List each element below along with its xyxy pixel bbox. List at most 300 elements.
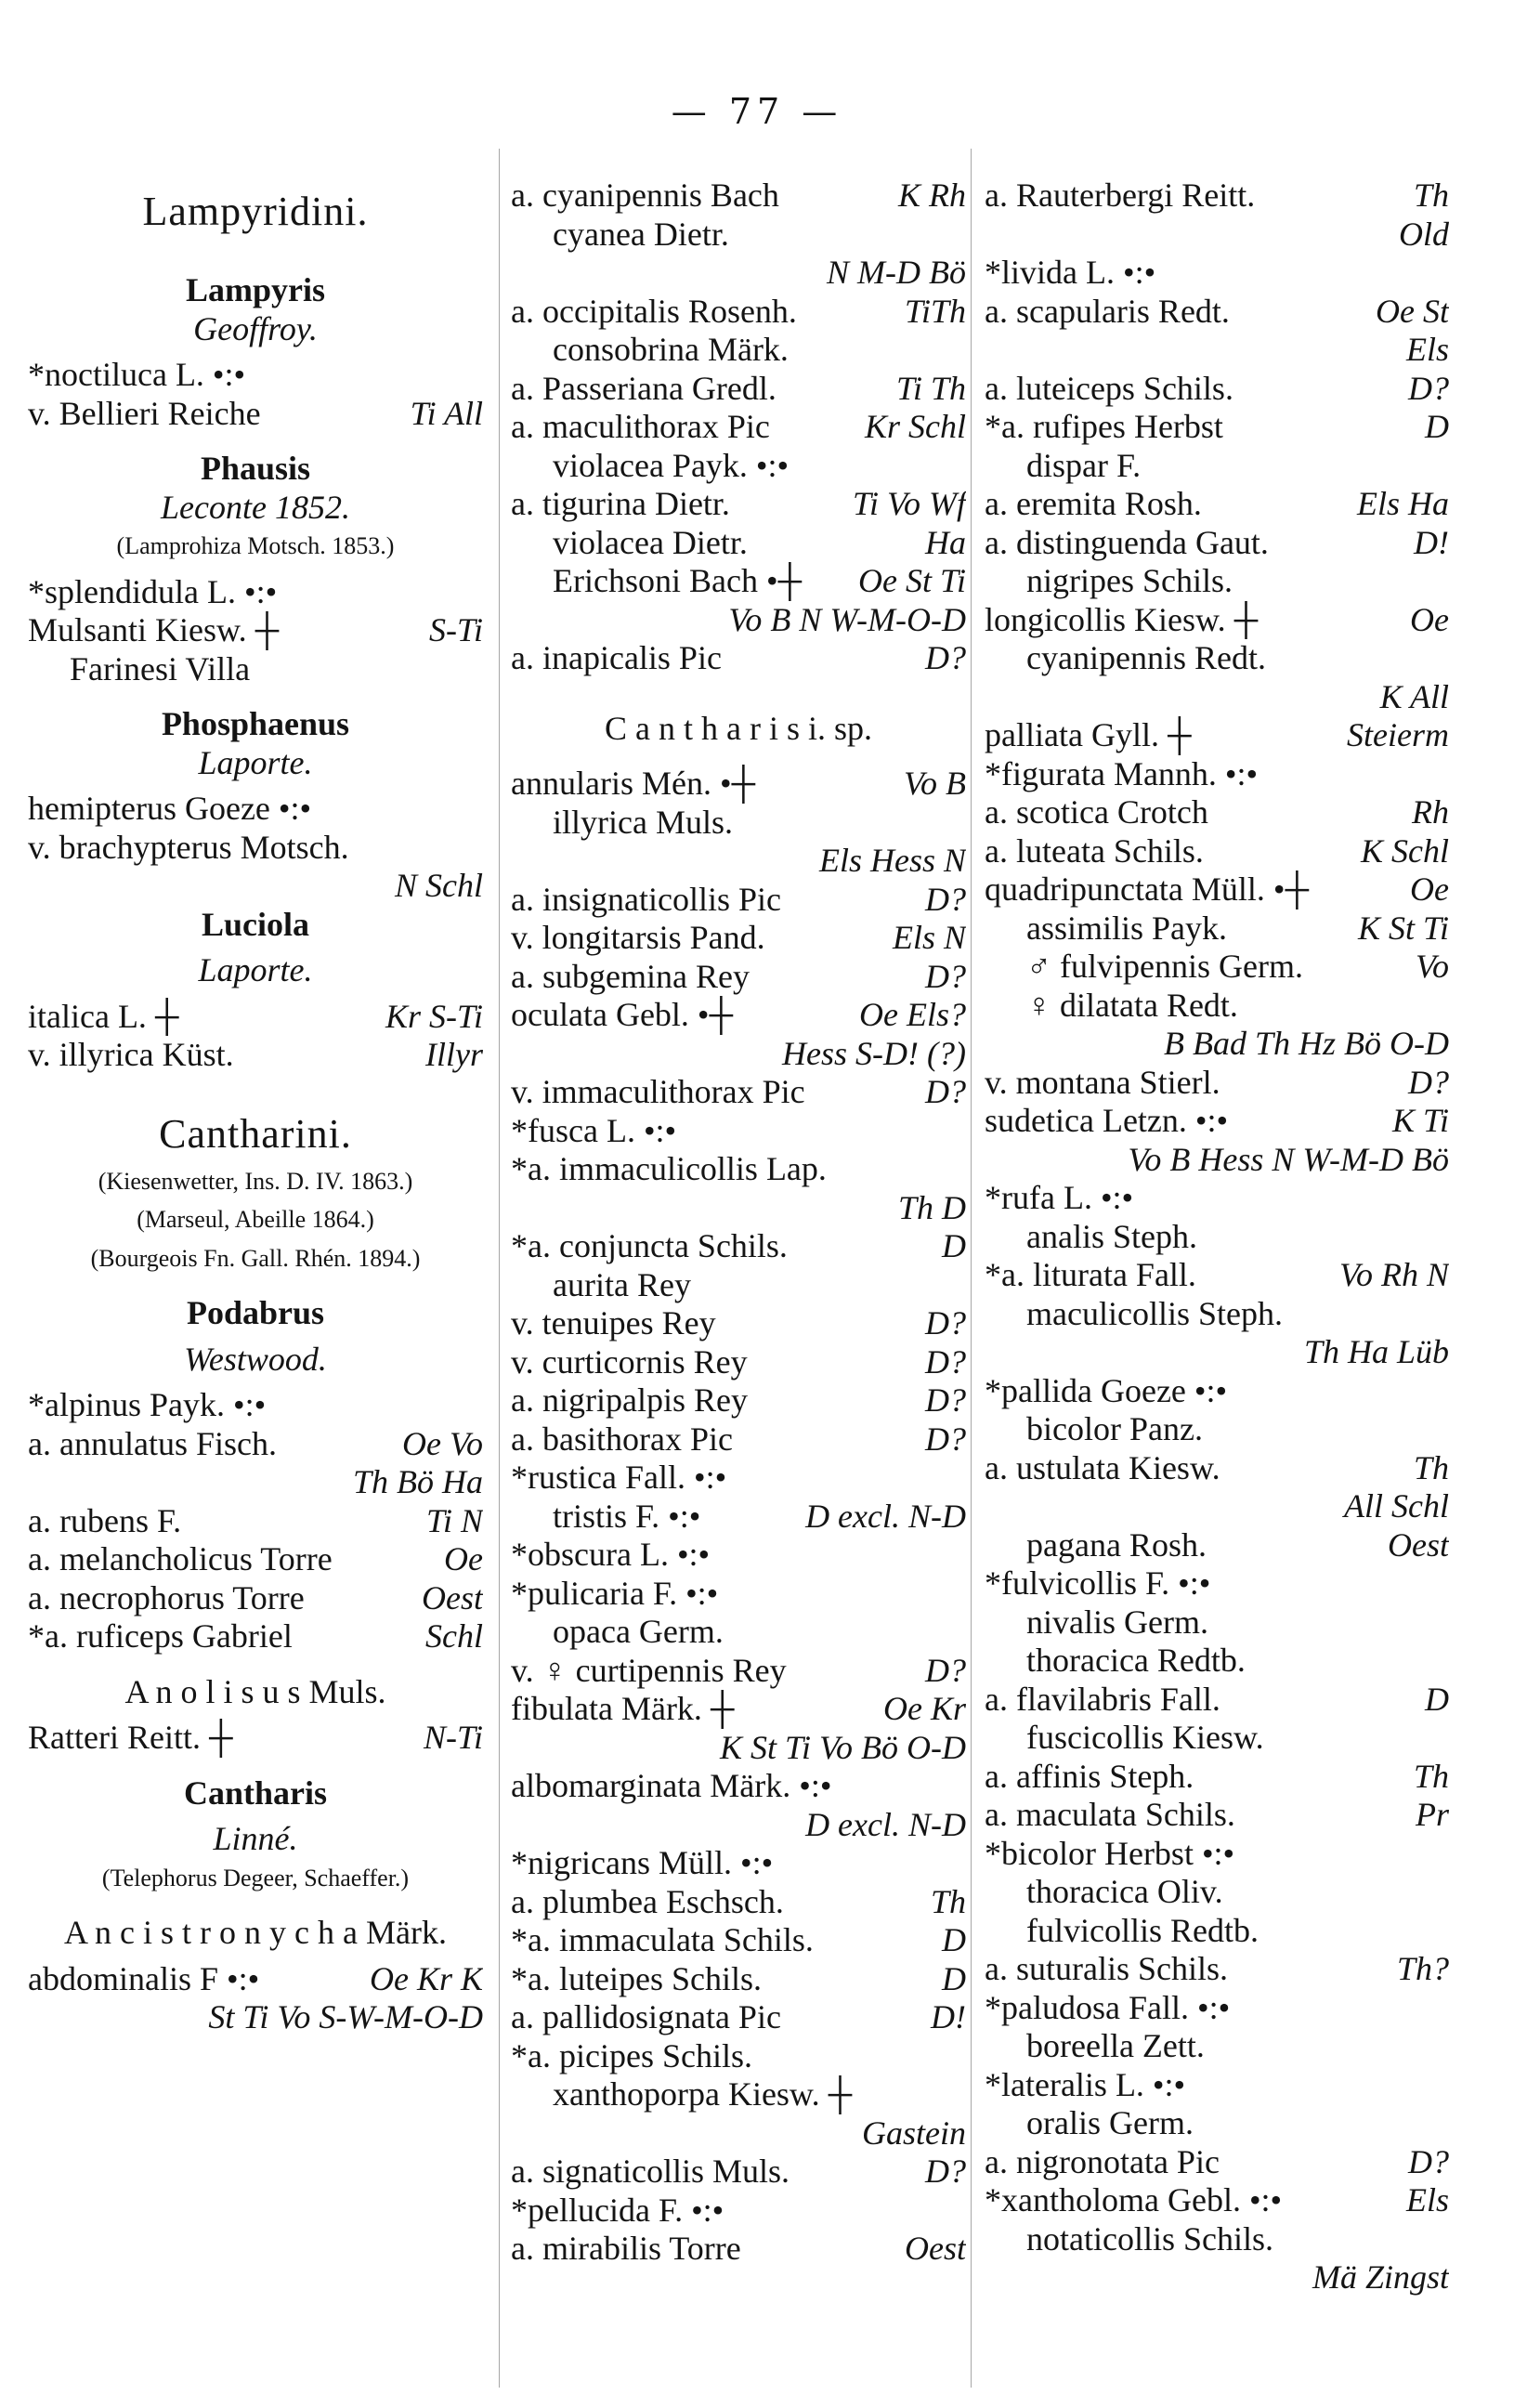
entry-text: violacea Payk. •:• [553,446,790,484]
entry-line [28,184,483,240]
distribution-tag: S-Ti [422,611,483,650]
distribution-tag: Steierm [1339,716,1449,755]
entry-text: A n o l i s u s Muls. [124,1672,386,1710]
distribution-tag: D? [918,1073,966,1112]
entry-line [985,1333,1449,1372]
entry-line [985,1295,1449,1334]
entry-line [511,842,966,881]
distribution-tag: Els N [885,919,966,958]
column-divider [499,149,500,2388]
distribution-tag: D! [923,1998,966,2037]
entry-line [511,1304,966,1343]
entry-line [985,216,1449,255]
distribution-tag: Oe Vo [395,1425,483,1464]
entry-text: Th Ha Lüb [1303,1333,1449,1370]
entry-line [28,271,483,310]
distribution-tag: D [934,1921,966,1960]
entry-line [985,1681,1449,1720]
entry-line [28,1540,483,1579]
entry-line [985,254,1449,293]
distribution-tag: K St Ti [1351,910,1449,949]
entry-text: fuscicollis Kiesw. [1026,1719,1264,1756]
distribution-tag: D? [918,958,966,997]
entry-line [511,524,966,563]
distribution-tag: Th [1406,1758,1449,1797]
distribution-tag: K Ti [1385,1102,1449,1141]
entry-line [28,1106,483,1162]
distribution-tag: D? [918,1652,966,1691]
entry-text: *pallida Goeze •:• [985,1371,1228,1409]
entry-text: a. tigurina Dietr. [511,485,730,522]
entry-line [511,2114,966,2153]
entry-line [28,906,483,945]
entry-text: a. nigronotata Pic [985,2142,1220,2180]
entry-text: a. ustulata Kiesw. [985,1448,1220,1486]
distribution-tag: Th [1406,1449,1449,1488]
entry-text: cyanea Dietr. [553,215,729,253]
entry-line [28,1200,483,1239]
entry-text: a. necrophorus Torre [28,1578,305,1616]
entry-text: fulvicollis Redtb. [1026,1911,1259,1949]
entry-text: v. illyrica Küst. [28,1036,234,1073]
entry-text: Vo B Hess N W-M-D Bö [1128,1140,1449,1178]
entry-line [28,489,483,528]
entry-text: a. inapicalis Pic [511,639,722,676]
distribution-tag: D? [1401,370,1449,409]
distribution-tag: D? [918,639,966,678]
entry-text: N Schl [395,867,483,904]
distribution-tag: D [1417,1681,1449,1720]
entry-line [511,710,966,749]
entry-text: ♂ fulvipennis Germ. [1026,948,1303,985]
distribution-tag: D [1417,408,1449,447]
entry-text: nivalis Germ. [1026,1603,1208,1641]
entry-text: thoracica Redtb. [1026,1642,1246,1679]
column-divider [971,149,972,2388]
entry-line [985,562,1449,601]
entry-line [511,804,966,843]
entry-text: a. cyanipennis Bach [511,177,779,214]
entry-line [28,1719,483,1758]
entry-line [985,408,1449,447]
entry-text: K All [1379,677,1449,715]
entry-text: Leconte 1852. [161,488,350,526]
entry-line [28,1617,483,1656]
entry-line [28,867,483,906]
page-number: — 77 — [671,91,843,132]
entry-text: K St Ti Vo Bö O-D [719,1728,966,1766]
entry-text: *rufa L. •:• [985,1179,1134,1216]
distribution-tag: Rh [1404,793,1449,832]
entry-line [511,1343,966,1382]
entry-line [28,829,483,868]
distribution-tag: D [934,1960,966,1999]
entry-line [511,331,966,370]
entry-line [28,998,483,1037]
entry-text: Farinesi Villa [70,649,251,687]
distribution-tag: Els Ha [1350,485,1449,524]
entry-text: a. flavilabris Fall. [985,1680,1220,1718]
entry-line [511,1844,966,1883]
entry-line [28,1162,483,1201]
entry-line [28,1239,483,1278]
entry-line [511,1806,966,1845]
entry-text: *lateralis L. •:• [985,2065,1186,2103]
distribution-tag: D! [1406,524,1449,563]
entry-line [985,1410,1449,1449]
entry-text: Mulsanti Kiesw. ┼ [28,611,280,648]
distribution-tag: Illyr [418,1036,483,1075]
entry-text: violacea Dietr. [553,523,748,561]
entry-line [985,1102,1449,1141]
entry-text: a. occipitalis Rosenh. [511,292,797,330]
entry-text: nigripes Schils. [1026,562,1233,599]
entry-text: Vo B N W-M-O-D [728,600,966,638]
entry-line [985,2066,1449,2105]
entry-line [511,254,966,293]
entry-text: oralis Germ. [1026,2104,1194,2141]
distribution-tag: Els [1399,2181,1449,2220]
entry-line [511,1960,966,1999]
entry-text: a. plumbea Eschsch. [511,1882,784,1920]
entry-text: Cantharis [183,1773,328,1812]
entry-line [985,1025,1449,1064]
entry-line [985,177,1449,216]
entry-text: a. luteiceps Schils. [985,369,1233,407]
entry-line [511,2192,966,2231]
entry-line [985,870,1449,910]
entry-line [511,1767,966,1806]
distribution-tag: Kr Schl [857,408,966,447]
entry-line [28,1774,483,1813]
entry-text: *figurata Mannh. •:• [985,754,1259,792]
entry-text: Gastein [862,2114,966,2152]
entry-text: Erichsoni Bach •┼ [553,562,803,599]
entry-line [985,485,1449,524]
entry-text: *livida L. •:• [985,254,1156,291]
distribution-tag: D? [918,2153,966,2192]
distribution-tag: TiTh [897,293,966,332]
entry-line [511,1536,966,1575]
entry-line [28,395,483,434]
entry-line [28,1386,483,1425]
entry-line [28,1820,483,1859]
entry-text: albomarginata Märk. •:• [511,1767,832,1804]
entry-text: (Kiesenwetter, Ins. D. IV. 1863.) [98,1167,413,1195]
distribution-tag: Th? [1390,1950,1449,1989]
entry-line [985,832,1449,871]
distribution-tag: D? [918,1304,966,1343]
entry-text: N M-D Bö [827,254,966,291]
entry-line [985,1642,1449,1681]
entry-text: All Schl [1344,1487,1449,1525]
entry-line [985,1873,1449,1912]
entry-line [511,1035,966,1074]
entry-text: fibulata Märk. ┼ [511,1690,735,1727]
entry-text: v. montana Stierl. [985,1063,1220,1101]
entry-text: *a. rufipes Herbst [985,408,1223,445]
entry-text: *fusca L. •:• [511,1111,677,1149]
left-column [28,177,483,2037]
entry-text: a. annulatus Fisch. [28,1424,277,1462]
entry-line [28,1036,483,1075]
entry-text: Westwood. [184,1340,327,1378]
entry-line [985,1719,1449,1758]
entry-text: Els [1405,331,1449,368]
entry-text: opaca Germ. [553,1613,724,1650]
entry-line [511,601,966,640]
distribution-tag: Pr [1408,1796,1449,1835]
entry-line [985,1950,1449,1989]
distribution-tag: Oe St [1368,293,1449,332]
entry-line [28,527,483,566]
entry-text: C a n t h a r i s i. sp. [605,709,872,747]
entry-text: *a. liturata Fall. [985,1256,1196,1293]
entry-line [511,2230,966,2269]
entry-line [985,1141,1449,1180]
entry-text: v. longitarsis Pand. [511,919,765,956]
entry-line [985,2027,1449,2066]
entry-line [985,1449,1449,1488]
entry-line [985,1218,1449,1257]
entry-line [985,331,1449,370]
entry-line [985,1564,1449,1603]
entry-line [28,951,483,990]
entry-line [985,447,1449,486]
entry-line [985,601,1449,640]
entry-line [985,524,1449,563]
distribution-tag: Oest [414,1579,483,1618]
entry-line [985,2258,1449,2297]
entry-line [511,1381,966,1420]
entry-text: hemipterus Goeze •:• [28,790,312,827]
distribution-tag: Oe [437,1540,483,1579]
entry-text: Els Hess N [818,842,966,879]
entry-text: cyanipennis Redt. [1026,639,1266,676]
entry-line [511,1227,966,1266]
entry-text: bicolor Panz. [1026,1410,1203,1447]
entry-line [511,1729,966,1768]
entry-line [28,1673,483,1712]
entry-line [28,1502,483,1541]
entry-text: boreella Zett. [1026,2027,1205,2064]
entry-line [511,370,966,409]
entry-line [985,2181,1449,2220]
distribution-tag: D? [918,881,966,920]
entry-line [985,1758,1449,1797]
entry-line [985,1835,1449,1874]
entry-line [985,1603,1449,1642]
entry-text: *alpinus Payk. •:• [28,1386,267,1423]
entry-text: illyrica Muls. [553,803,733,841]
entry-line [511,881,966,920]
entry-line [511,1266,966,1305]
entry-line [511,562,966,601]
entry-text: Lampyris [185,271,325,308]
entry-line [28,450,483,489]
entry-line [985,1179,1449,1218]
entry-text: annularis Mén. •┼ [511,765,756,802]
entry-text: ♀ dilatata Redt. [1026,986,1238,1024]
entry-line [985,1372,1449,1411]
entry-text: palliata Gyll. ┼ [985,716,1192,753]
entry-text: a. distinguenda Gaut. [985,523,1269,561]
entry-line [985,1487,1449,1526]
entry-text: a. pallidosignata Pic [511,1998,781,2035]
entry-line [511,1652,966,1691]
entry-line [985,793,1449,832]
entry-text: a. nigripalpis Rey [511,1381,748,1419]
distribution-tag: Oe [1403,870,1449,910]
entry-text: *pellucida F. •:• [511,2191,724,2229]
entry-line [511,2075,966,2114]
entry-text: abdominalis F •:• [28,1959,260,1997]
entry-line [28,1859,483,1898]
distribution-tag: Vo Rh N [1332,1256,1449,1295]
entry-line [985,1796,1449,1835]
entry-line [985,910,1449,949]
entry-text: Luciola [201,905,309,943]
entry-line [28,1998,483,2037]
entry-text: xanthoporpa Kiesw. ┼ [553,2075,853,2113]
entry-line [511,1690,966,1729]
entry-text: consobrina Märk. [553,331,789,368]
distribution-tag: D? [918,1420,966,1459]
distribution-tag: Oe St Ti [851,562,966,601]
entry-text: v. ♀ curtipennis Rey [511,1651,787,1689]
entry-line [511,293,966,332]
entry-line [985,2104,1449,2143]
entry-line [511,447,966,486]
distribution-tag: D? [1401,2143,1449,2182]
entry-line [28,356,483,395]
entry-text: (Marseul, Abeille 1864.) [137,1206,374,1233]
distribution-tag: K Schl [1353,832,1449,871]
entry-text: a. maculithorax Pic [511,408,770,445]
distribution-tag: Kr S-Ti [378,998,483,1037]
entry-line [511,1998,966,2037]
entry-line [28,744,483,783]
entry-line [511,1459,966,1498]
entry-line [985,1064,1449,1103]
entry-line [511,485,966,524]
entry-text: a. eremita Rosh. [985,485,1202,522]
entry-line [985,716,1449,755]
distribution-tag: Schl [418,1617,483,1656]
entry-text: a. suturalis Schils. [985,1950,1228,1987]
entry-text: Lampyridini. [142,189,369,234]
entry-line [28,1341,483,1380]
entry-text: longicollis Kiesw. ┼ [985,600,1259,638]
entry-text: B Bad Th Hz Bö O-D [1164,1025,1449,1062]
entry-line [28,1914,483,1953]
entry-text: *bicolor Herbst •:• [985,1834,1235,1872]
entry-line [985,987,1449,1026]
distribution-tag: D? [918,1343,966,1382]
distribution-tag: D? [1401,1064,1449,1103]
entry-line [28,705,483,744]
entry-line [28,1579,483,1618]
entry-text: a. luteata Schils. [985,831,1204,870]
entry-text: a. maculata Schils. [985,1796,1235,1833]
distribution-tag: Oe Kr K [362,1960,483,1999]
middle-column [511,177,966,2269]
entry-text: Th D [897,1188,966,1226]
entry-text: a. mirabilis Torre [511,2230,741,2267]
entry-line [985,370,1449,409]
entry-text: *rustica Fall. •:• [511,1459,727,1496]
entry-line [985,1526,1449,1565]
entry-text: Podabrus [186,1294,325,1331]
entry-line [511,1921,966,1960]
entry-text: a. Rauterbergi Reitt. [985,177,1256,214]
entry-text: (Lamprohiza Motsch. 1853.) [116,532,395,559]
entry-text: sudetica Letzn. •:• [985,1102,1229,1139]
entry-text: a. scotica Crotch [985,793,1208,831]
entry-text: a. melancholicus Torre [28,1540,333,1577]
distribution-tag: Vo B [896,765,966,804]
distribution-tag: N-Ti [416,1719,483,1758]
entry-line [985,678,1449,717]
entry-text: (Bourgeois Fn. Gall. Rhén. 1894.) [90,1244,421,1272]
entry-text: pagana Rosh. [1026,1525,1207,1564]
entry-text: Old [1399,215,1449,253]
entry-text: *fulvicollis F. •:• [985,1564,1211,1602]
entry-text: notaticollis Schils. [1026,2219,1273,2258]
entry-line [28,650,483,689]
entry-text: *a. luteipes Schils. [511,1959,762,1997]
entry-text: v. Bellieri Reiche [28,394,261,432]
entry-line [511,1575,966,1614]
entry-text: Geoffroy. [193,309,318,347]
entry-text: (Telephorus Degeer, Schaeffer.) [101,1864,410,1891]
entry-text: italica L. ┼ [28,997,179,1035]
entry-line [985,1912,1449,1951]
entry-text: aurita Rey [553,1265,691,1303]
entry-text: maculicollis Steph. [1026,1294,1283,1332]
entry-text: v. tenuipes Rey [511,1304,716,1341]
entry-line [511,639,966,678]
entry-line [511,958,966,997]
entry-text: oculata Gebl. •┼ [511,996,734,1033]
entry-line [985,293,1449,332]
entry-text: *obscura L. •:• [511,1536,711,1573]
entry-text: dispar F. [1026,446,1142,484]
entry-line [511,177,966,216]
distribution-tag: Th [923,1883,966,1922]
entry-text: Mä Zingst [1312,2258,1449,2296]
entry-text: *a. immaculicollis Lap. [511,1150,827,1187]
entry-line [28,611,483,650]
entry-line [985,2220,1449,2259]
entry-text: *noctiluca L. •:• [28,356,246,393]
right-column [985,177,1449,2297]
entry-text: a. signaticollis Muls. [511,2153,790,2190]
entry-text: assimilis Payk. [1026,909,1228,947]
entry-line [511,216,966,255]
entry-line [511,765,966,804]
entry-line [28,573,483,612]
entry-line [985,755,1449,794]
distribution-tag: Oe [1403,601,1449,640]
distribution-tag: Th [1406,177,1449,216]
distribution-tag: Ha [918,524,966,563]
distribution-tag: D [934,1227,966,1266]
entry-line [511,1112,966,1151]
entry-line [985,948,1449,987]
entry-text: a. subgemina Rey [511,957,750,995]
distribution-tag: Oest [897,2230,966,2269]
